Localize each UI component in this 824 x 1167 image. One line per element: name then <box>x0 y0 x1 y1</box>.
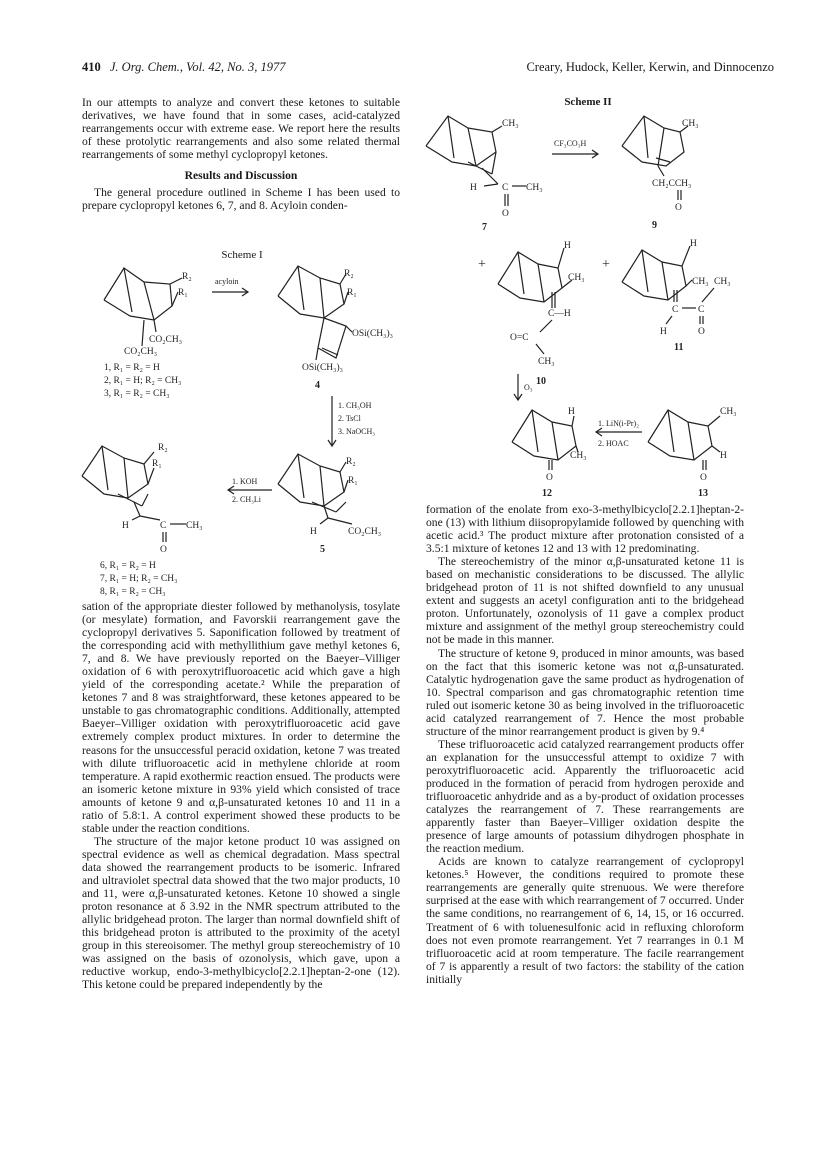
compound-number-11: 11 <box>674 342 684 353</box>
compound-number-10: 10 <box>536 376 546 387</box>
legend-line: 2, R₁ = H; R₂ = CH₃ <box>104 376 182 386</box>
h-label: H <box>470 183 477 193</box>
ch3-label: CH₃ <box>538 357 555 367</box>
co2ch3-label: CO₂CH₃ <box>348 527 382 537</box>
section-heading: Results and Discussion <box>184 169 298 183</box>
h-label: H <box>564 241 571 251</box>
step-label: 2. HOAC <box>598 439 629 448</box>
scheme-1-title: Scheme I <box>221 249 263 261</box>
step-label: 1. CH₃OH <box>338 401 372 410</box>
arrow-label: O₃ <box>524 383 533 392</box>
r2-label: R₂ <box>158 443 168 453</box>
c-h-label: C—H <box>548 309 571 319</box>
legend-line: 1, R₁ = R₂ = H <box>104 363 160 373</box>
journal-citation: J. Org. Chem., Vol. 42, No. 3, 1977 <box>109 60 286 74</box>
o-eq-c-label: O=C <box>510 333 529 343</box>
structure-7 <box>426 116 543 233</box>
arrow-acyloin <box>212 277 248 296</box>
compound-number-12: 12 <box>542 488 552 499</box>
structure-5 <box>278 454 381 555</box>
ch3-label: CH₃ <box>526 183 543 193</box>
co2ch3-label: CO₂CH₃ <box>124 347 158 357</box>
h-label: H <box>690 239 697 249</box>
h-label: H <box>310 527 317 537</box>
ch3-label: CH₃ <box>692 277 709 287</box>
scheme-1-diagram <box>82 262 402 597</box>
compound-number-13: 13 <box>698 488 708 499</box>
arrow-5-to-6 <box>228 477 272 504</box>
r1-label: R₁ <box>347 288 357 298</box>
paragraph-tfa-products: These trifluoroacetic acid catalyzed rearrangement products offer an explanation for the unsuccessful attempt to oxidize 7 with peroxytrifluoroacetic acid. Apparently the trifluoroacetic acid produced in the formation of peracid from hydrogen peroxide and trifluoroacetic anhydride and as a by-product of oxidation processes catalyzes the rearrangement of 7. These rearrangements are apparently faster than Baeyer–Villiger oxidation despite the presence of large amounts of potassium dihydrogen phosphate in the reaction medium. <box>426 737 744 856</box>
ch3-label: CH₃ <box>568 273 585 283</box>
arrow-cf3co3h <box>552 139 598 158</box>
left-column-bottom <box>82 600 400 991</box>
page-number: 410 <box>82 60 101 74</box>
paragraph-saponification: sation of the appropriate diester followed by methanolysis, tosylate (or mesylate) formation, and Favorskii rearrangement gave the cyclopropyl derivatives 5. Saponification followed by treatment of the corresponding acid with methyllithium gave methyl ketones 6, 7, and 8. We have previously reported on the Baeyer–Villiger oxidation of 6 with peroxytrifluoroacetic acid which gave a high yield of the corresponding acetate.² While the preparation of ketones 7 and 8 was straightforward, these ketones appeared to be unstable to gas chromatographic conditions. Additionally, attempted Baeyer–Villiger oxidation with peroxytrifluoroacetic acid gave extremely complex product mixtures. In order to determine the reasons for the unsuccessful peracid oxidation, ketone 7 was treated with dilute trifluoroacetic acid in methylene chloride at room temperature. A rapid exothermic reaction ensued. The products were an isomeric ketone mixture in 93% yield which consisted of trace amounts of ketone 9 and α,β-unsaturated ketones 10 and 11 in a ratio of 5.8:1. A control experiment showed these products to be stable under the reaction conditions. <box>82 600 400 835</box>
o-label: O <box>160 545 167 555</box>
arrow-ozonolysis <box>514 374 533 400</box>
c-label: C <box>672 305 679 315</box>
o-label: O <box>700 473 707 483</box>
structure-13 <box>648 407 737 499</box>
compound-number-4: 4 <box>315 380 320 391</box>
ch3-label: CH₃ <box>570 451 587 461</box>
structure-1-3 <box>104 268 192 357</box>
compound-number-5: 5 <box>320 544 325 555</box>
step-label: 2. CH₃Li <box>232 495 262 504</box>
r1-label: R₁ <box>178 288 188 298</box>
arrow-13-to-12 <box>596 419 642 448</box>
step-label: 1. KOH <box>232 477 258 486</box>
structure-9 <box>622 116 699 231</box>
ch3-label: CH₃ <box>720 407 737 417</box>
compound-number-9: 9 <box>652 220 657 231</box>
ch3-label: CH₃ <box>502 119 519 129</box>
legend-line: 6, R₁ = R₂ = H <box>100 561 156 571</box>
paragraph-enolate-formation: formation of the enolate from exo-3-methylbicyclo[2.2.1]heptan-2-one (13) with lithium diisopropylamide followed by quenching with acetic acid.³ The product mixture after protonation consisted of a 3.5:1 mixture of ketones 12 and 13 with 12 predominating. <box>426 503 744 556</box>
legend-line: 7, R₁ = H; R₂ = CH₃ <box>100 574 178 584</box>
scheme-2-diagram <box>426 112 744 502</box>
plus-sign: + <box>478 257 486 272</box>
h-label: H <box>122 521 129 531</box>
r2-label: R₂ <box>344 269 354 279</box>
structure-10 <box>498 241 585 387</box>
structure-6-8 <box>82 443 203 555</box>
osi-label: OSi(CH₃)₃ <box>352 329 393 339</box>
legend-line: 3, R₁ = R₂ = CH₃ <box>104 389 170 399</box>
r2-label: R₂ <box>346 457 356 467</box>
running-header <box>82 60 774 78</box>
o-label: O <box>546 473 553 483</box>
left-column-top <box>82 96 400 212</box>
c-label: C <box>698 305 705 315</box>
intro-paragraph: In our attempts to analyze and convert these ketones to suitable derivatives, we have found that in some cases, acid-catalyzed rearrangements occur with extreme ease. We report here the results of these protolytic rearrangements and also some related thermal rearrangements of some methyl cyclopropyl ketones. <box>82 96 400 162</box>
compound-number-7: 7 <box>482 222 487 233</box>
plus-sign: + <box>602 257 610 272</box>
paragraph-structure-assignment: The structure of the major ketone product 10 was assigned on spectral evidence as well as chemical degradation. Mass spectral data showed the rearrangement products to be isomeric. Infrared and ultraviolet spectral data showed that the two major products, 10 and 11, were α,β-unsaturated ketones. Ketone 10 showed a single proton resonance at δ 3.92 in the NMR spectrum attributed to the allylic bridgehead proton. The larger than normal downfield shift of this bridgehead proton is attributed to the proximity of the acetyl group in this stereoisomer. The methyl group stereochemistry of 10 was assigned on the basis of ozonolysis, which gave, upon a reductive workup, endo-3-methylbicyclo[2.2.1]heptan-2-one (12). This ketone could be prepared independently by the <box>82 834 400 992</box>
structure-11 <box>622 239 731 353</box>
o-label: O <box>698 327 705 337</box>
h-label: H <box>568 407 575 417</box>
author-list: Creary, Hudock, Keller, Kerwin, and Dinnocenzo <box>526 60 774 74</box>
r2-label: R₂ <box>182 272 192 282</box>
legend-6-8 <box>100 561 177 597</box>
paragraph-stereochemistry: The stereochemistry of the minor α,β-unsaturated ketone 11 is based on mechanistic considerations to be discussed. The allylic bridgehead proton of 11 is not shifted downfield to any unusual extent and suggests an acetyl configuration anti to the bridgehead proton. Unfortunately, ozonolysis of 11 gave a complex product mixture and assignment of the methyl group stereochemistry could not be made in this manner. <box>426 555 744 647</box>
legend-1-3 <box>104 363 181 399</box>
step-label: 3. NaOCH₃ <box>338 427 376 436</box>
arrow-label: acyloin <box>215 277 239 286</box>
c-label: C <box>502 183 509 193</box>
o-label: O <box>675 203 682 213</box>
ch3-label: CH₃ <box>714 277 731 287</box>
h-label: H <box>720 451 727 461</box>
r1-label: R₁ <box>152 459 162 469</box>
arrow-4-to-5 <box>328 396 375 446</box>
r1-label: R₁ <box>348 476 358 486</box>
paragraph-ketone-9: The structure of ketone 9, produced in minor amounts, was based on the fact that this isomeric ketone was not α,β-unsaturated. Catalytic hydrogenation gave the same product as hydrogenation of 10. Spectral comparison and gas chromatographic retention time ruled out isomeric ketone 30 as being involved in the trifluoroacetic acid catalyzed rearrangement of 7. Hence the most probable structure of the minor rearrangement product is given by 9.⁴ <box>426 646 744 738</box>
scheme-2-title: Scheme II <box>564 96 612 108</box>
co2ch3-label: CO₂CH₃ <box>149 335 183 345</box>
paragraph-acid-catalysis: Acids are known to catalyze rearrangement of cyclopropyl ketones.⁵ However, the conditions required to promote these rearrangements are generally quite strenuous. We were therefore surprised at the ease with which rearrangement of 7 occurred. Under the same conditions, no rearrangement of 6, 14, 15, or 16 occurred. Treatment of 6 with toluenesulfonic acid in refluxing chloroform does not even promote rearrangement. Yet 7 rearranges in 0.1 M trifluoroacetic acid at room temperature. The facile rearrangement of 7 is apparently a result of two factors: the stability of the cation initially <box>426 855 744 986</box>
structure-12 <box>512 407 587 499</box>
paragraph-general-procedure: The general procedure outlined in Scheme I has been used to prepare cyclopropyl ketones 6, 7, and 8. Acyloin conden- <box>82 186 400 213</box>
o-label: O <box>502 209 509 219</box>
ch2cch3-label: CH₂CCH₃ <box>652 179 692 189</box>
right-column <box>426 503 744 986</box>
ch3-label: CH₃ <box>682 119 699 129</box>
ch3-label: CH₃ <box>186 521 203 531</box>
osi-label: OSi(CH₃)₃ <box>302 363 343 373</box>
step-label: 1. LiN(i-Pr)₂ <box>598 419 640 428</box>
structure-4 <box>278 266 393 391</box>
step-label: 2. TsCl <box>338 414 361 423</box>
legend-line: 8, R₁ = R₂ = CH₃ <box>100 587 166 597</box>
arrow-label: CF₃CO₃H <box>554 139 587 148</box>
h-label: H <box>660 327 667 337</box>
c-label: C <box>160 521 167 531</box>
